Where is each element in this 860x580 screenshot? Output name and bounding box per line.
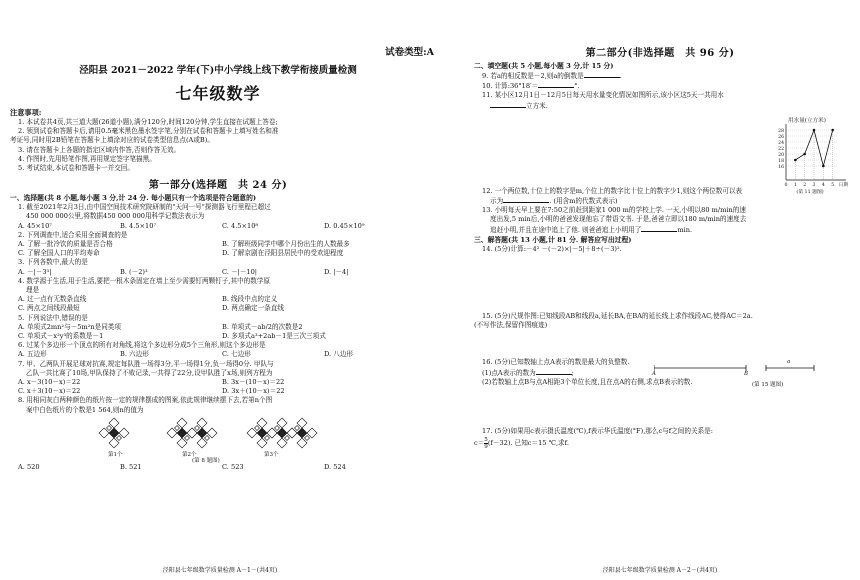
white-tile	[177, 418, 187, 428]
option: B. 了解班级同学中哪个月份出生的人数最多	[222, 240, 350, 249]
data-point	[822, 165, 825, 168]
chart-title: 用水量(立方米)	[788, 118, 826, 124]
option: A. －|－3³|	[18, 267, 52, 276]
question-10-suffix: °.	[574, 82, 580, 91]
white-tile	[185, 435, 190, 440]
question-2-options	[10, 240, 426, 258]
part-1-title: 第一部分(选择题 共 24 分)	[148, 180, 288, 192]
option: C. x＋3(10－x)＝22	[18, 387, 81, 396]
question-10-text: 10. 计算:36°18′＝	[482, 82, 539, 91]
option: A. 过一点有无数条直线	[18, 295, 87, 304]
question-7-options	[10, 378, 426, 396]
gray-tile	[257, 428, 267, 438]
figure-label-3: 第3个	[264, 451, 279, 458]
white-tile	[99, 428, 109, 438]
white-tile	[207, 428, 217, 438]
x-tick-label: 2	[803, 183, 807, 188]
note-item: 考证号,同时用2B铅笔在答题卡上填涂对应的试卷类型信息点(A或B)。	[10, 136, 214, 145]
white-tile	[287, 428, 297, 438]
gray-tile	[297, 428, 307, 438]
question-8-options	[10, 463, 426, 472]
white-tile	[255, 425, 260, 430]
tile-pattern-figure	[90, 417, 390, 451]
question-17: 17. (5分)如果用c表示摄氏温度(℃),f表示华氏温度(°F),那么c与f之间的关系是:	[482, 427, 713, 436]
denominator: 9	[484, 443, 488, 450]
question-1-options	[10, 222, 426, 231]
figure-label-1: 第1个	[108, 451, 123, 458]
question-1-cont: 450 000 000公里,将数据450 000 000用科学记数法表示为	[26, 212, 205, 221]
white-tile	[285, 435, 290, 440]
question-11-suffix: 立方米.	[526, 101, 548, 110]
data-point	[813, 129, 816, 132]
gray-tile	[277, 428, 287, 438]
x-tick-label: 3	[812, 183, 816, 188]
option: D. 3x＋(10－x)＝22	[222, 387, 285, 396]
question-7-cont: 乙队一共比赛了10场,甲队保持了不败记录,一共得了22分,设甲队胜了x场,则列方程为	[26, 368, 273, 377]
option: B. 线段中点的定义	[222, 295, 278, 304]
numerator: 5	[484, 436, 488, 443]
white-tile	[119, 428, 129, 438]
gray-tile	[177, 428, 187, 438]
data-point	[831, 129, 834, 132]
page-footer: 泾阳县七年级数学质量检测 A－1－(共4页)	[162, 567, 278, 574]
option: A. 了解一批冷饮的质量是否合格	[18, 240, 113, 249]
x-tick-label: 0	[784, 183, 788, 188]
y-tick-label: 28	[778, 129, 784, 134]
question-15: 15. (5分)尺规作图:已知线段AB和线段a,延长BA,在BA的延长线上求作线段AC,使得AC＝2a.	[482, 312, 753, 321]
white-tile	[277, 418, 287, 428]
question-4: 4. 数学源于生活,用于生活,要把一根木条固定在墙上至少需要钉两颗钉子,其中的数学原	[18, 276, 271, 285]
white-tile	[177, 438, 187, 448]
option: D. 524	[324, 462, 346, 471]
x-axis-label: 日期	[838, 183, 848, 188]
answer-blank[interactable]	[490, 101, 526, 108]
answer-space[interactable]	[474, 254, 846, 312]
option: A. 单项式2mn²与－5m²n是同类项	[18, 322, 121, 331]
white-tile	[167, 428, 177, 438]
question-12: 12. 一个两位数,十位上的数字是m,个位上的数字比十位上的数字少1,则这个两位数可以表	[482, 186, 743, 195]
question-4-cont: 理是	[26, 286, 40, 295]
white-tile	[265, 435, 270, 440]
page-footer: 泾阳县七年级数学质量检测 A－2－(共4页)	[602, 567, 718, 574]
white-tile	[257, 418, 267, 428]
answer-blank[interactable]	[641, 225, 677, 232]
question-13-text: 追赶小明,并且在途中追上了他. 则爸爸追上小明用了	[490, 225, 642, 234]
note-item: 5. 考试结束,本试卷和答题卡一并交回。	[18, 164, 134, 173]
question-7: 7. 甲、乙两队开展足球对抗赛,规定每队胜一场得3分,平一场得1分,负一场得0分. 甲队与	[18, 359, 274, 368]
formula-prefix: c＝	[474, 439, 485, 448]
option: D. 多项式a³+2ab－1是三次三项式	[222, 332, 326, 341]
section-2-heading: 二、填空题(共 5 小题,每小题 3 分,计 15 分)	[474, 62, 614, 70]
question-4-options	[10, 295, 426, 313]
white-tile	[175, 425, 180, 430]
white-tile	[117, 435, 122, 440]
section-1-heading: 一、选择题(共 8 小题,每小题 3 分,计 24 分. 每小题只有一个选项是符合题意的)	[10, 194, 257, 203]
option: B. 4.5×10⁷	[120, 221, 157, 230]
x-tick-label: 1	[793, 183, 797, 188]
question-8-figure	[10, 417, 426, 463]
question-13-cont	[474, 225, 846, 235]
option: C. 七边形	[222, 350, 251, 359]
y-tick-label: 16	[778, 165, 784, 170]
question-14: 14. (5分)计算:－4² －(－2)×|－5|＋8÷(－3)².	[482, 244, 622, 253]
white-tile	[109, 418, 119, 428]
option: C. －|－10|	[222, 267, 258, 276]
white-tile	[247, 428, 257, 438]
question-5-options	[10, 323, 426, 341]
figure-caption: (第 8 题图)	[192, 457, 220, 464]
y-tick-label: 22	[778, 147, 784, 152]
exam-type-label: 试卷类型:A	[385, 47, 434, 58]
question-3-options	[10, 268, 426, 277]
option: C. 523	[222, 462, 244, 471]
option: B. 3x－(10－x)＝22	[222, 378, 285, 387]
question-8: 8. 用相同灰白两种颜色的纸片按一定的规律摆成的图案,依此规律继续摆下去,若第n个图	[18, 396, 273, 405]
option: A. x－3(10－x)＝22	[18, 378, 81, 387]
answer-blank[interactable]	[536, 368, 572, 375]
option: C. 了解全国人口的平均寿命	[18, 249, 100, 258]
answer-space[interactable]	[474, 330, 846, 358]
white-tile	[109, 438, 119, 448]
white-tile	[107, 425, 112, 430]
white-tile	[275, 425, 280, 430]
question-10	[474, 81, 846, 91]
note-item: 4. 作图时,先用铅笔作图,再用规定签字笔描黑。	[18, 154, 156, 163]
question-16: 16. (5分)已知数轴上点A表示的数是最大的负整数.	[482, 358, 630, 367]
question-6-options	[10, 350, 426, 359]
answer-blank[interactable]	[584, 71, 620, 78]
question-2: 2. 下列调查中,适合采用全面调查的是	[18, 230, 128, 239]
answer-blank[interactable]	[503, 196, 549, 203]
option: D. 两点确定一条直线	[222, 304, 284, 313]
question-16-part-1-text: (1)点A表示的数为	[482, 368, 536, 377]
figure-caption: (第 15 题图)	[752, 382, 784, 388]
white-tile	[297, 418, 307, 428]
segment-label-a: a	[787, 359, 791, 365]
option: C. 4.5×10⁸	[222, 221, 259, 230]
water-usage-chart	[772, 114, 850, 194]
question-13-suffix: min.	[677, 225, 693, 234]
notes-heading: 注意事项:	[10, 108, 42, 117]
option: D. 了解京剧在泾阳县居民中的受欢迎程度	[222, 249, 344, 258]
option: A. 五边形	[18, 350, 47, 359]
option: C. 两点之间线段最短	[18, 304, 80, 313]
notes-list	[10, 118, 426, 173]
data-point	[794, 159, 797, 162]
option: B. (－2)³	[120, 267, 148, 276]
x-tick-label: 4	[821, 183, 825, 188]
white-tile	[257, 438, 267, 448]
exam-subject-title: 七年级数学	[175, 84, 261, 103]
question-15-figure	[654, 358, 834, 398]
option: B. 单项式－ab/2的次数是2	[222, 322, 303, 331]
white-tile	[277, 438, 287, 448]
option: D. 八边形	[324, 350, 354, 359]
figure-label-2: 第2个	[182, 451, 197, 458]
exam-page-2	[470, 0, 850, 580]
question-17-text: (f－32). 已知c＝15 ℃,求f.	[487, 439, 569, 448]
option: B. 六边形	[120, 350, 149, 359]
white-tile	[305, 435, 310, 440]
white-tile	[295, 425, 300, 430]
white-tile	[197, 438, 207, 448]
white-tile	[307, 428, 317, 438]
white-tile	[297, 438, 307, 448]
note-item: 3. 请在答题卡上各题的指定区域内作答,否则作答无效。	[18, 145, 181, 154]
data-point	[803, 153, 806, 156]
question-3: 3. 下列各数中,最大的是	[18, 258, 88, 267]
question-9-text: 9. 若a的相反数是－2,则a的倒数是	[482, 72, 584, 80]
y-tick-label: 26	[778, 135, 784, 140]
question-16-part-1: (1)点A表示的数为 ;	[482, 368, 574, 377]
question-16-part-2: (2)若数轴上点B与点A相距3个单位长度,且在点A的右侧,求点B表示的数.	[482, 377, 693, 386]
answer-blank[interactable]	[538, 81, 574, 88]
question-8-cont: 案中白色纸片的个数是1 564,则n的值为	[26, 405, 144, 414]
y-tick-label: 20	[778, 153, 784, 158]
question-12-cont	[474, 196, 846, 206]
question-5: 5. 下列说法中,错误的是	[18, 313, 88, 322]
question-13: 13. 小明每天早上要在7:50之前赶到距家1 000 m的学校上学. 一天,小明以80 m/min的速	[482, 206, 746, 215]
white-tile	[195, 425, 200, 430]
option: D. 0.45×10⁹	[324, 221, 365, 230]
option: A. 520	[18, 462, 40, 471]
gray-tile	[197, 428, 207, 438]
option: B. 521	[120, 462, 142, 471]
note-item: 2. 领到试卷和答题卡后,请用0.5毫米黑色墨水签字笔,分别在试卷和答题卡上填写姓名和准	[18, 127, 279, 136]
question-15-cont: (不写作法,保留作图痕迹)	[474, 321, 548, 330]
point-label-a: A	[652, 371, 656, 377]
point-label-b: B	[744, 371, 749, 377]
gray-tile	[109, 428, 119, 438]
question-11-cont	[474, 101, 846, 111]
question-1: 1. 截至2021年2月3日,由中国空间技术研究院研制的"天问一号"探测器飞行里程已超过	[18, 203, 271, 212]
chart-caption: (第 11 题图)	[796, 190, 824, 194]
white-tile	[197, 418, 207, 428]
y-tick-label: 18	[778, 159, 784, 164]
white-tile	[267, 428, 277, 438]
option: D. |－4|	[324, 267, 349, 276]
question-12-text: 示为	[490, 197, 504, 206]
part-2-title: 第二部分(非选择题 共 96 分)	[585, 48, 735, 59]
question-13-cont: 度出发,5 min后,小明的爸爸发现他忘了带语文书. 于是,爸爸立即以180 m/min的速度去	[490, 215, 747, 224]
white-tile	[187, 428, 197, 438]
x-tick-label: 5	[831, 183, 835, 188]
option: A. 45×10⁷	[18, 221, 52, 230]
question-12-suffix: . (用含m的代数式表示)	[549, 197, 618, 206]
note-item: 1. 本试卷共4页,共三道大题(26道小题),满分120分,时间120分钟,学生直接在试题上答卷;	[18, 118, 278, 126]
line-chart-svg	[772, 114, 850, 194]
question-17-cont	[474, 436, 846, 450]
question-6: 6. 过某个多边形一个顶点的所有对角线,将这个多边形分成5个三角形,则这个多边形是	[18, 341, 266, 350]
exam-header-title: 泾阳县 2021－2022 学年(下)中小学线上线下教学衔接质量检测	[79, 65, 357, 76]
option: C. 单项式－x²y³的系数是－1	[18, 332, 104, 341]
section-3-heading: 三、解答题(共 13 小题,计 81 分. 解答应写出过程)	[474, 235, 632, 244]
question-9: 9. 若a的相反数是－2,则a的倒数是 .	[482, 72, 622, 80]
white-tile	[205, 435, 210, 440]
y-tick-label: 24	[778, 141, 784, 146]
question-11: 11. 某小区12月1日－12月5日每天用水量变化情况如图所示,该小区这5天一共用水	[482, 91, 724, 100]
